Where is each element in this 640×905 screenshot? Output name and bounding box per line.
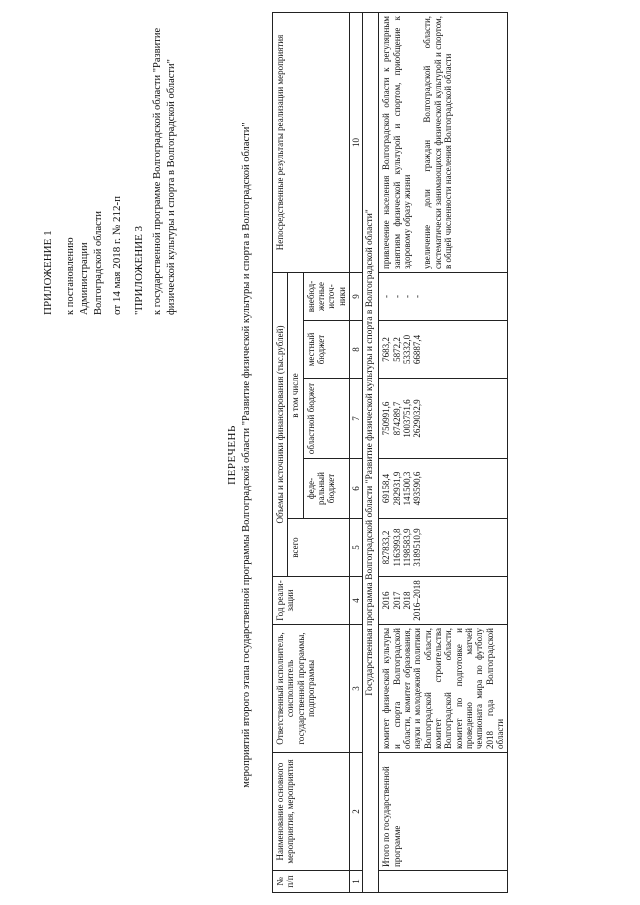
local-value: 7683,2 <box>381 337 392 362</box>
column-number: 6 <box>350 459 363 519</box>
column-number: 3 <box>350 625 363 753</box>
result-text: привлечение населения Волгоградской области к регулярным занятиям физической культурой и спортом, приобщение к здоровому образу жизни <box>381 15 413 269</box>
local-value: 53332,0 <box>402 334 413 365</box>
col-total-header: всего <box>288 519 350 577</box>
year-value: 2018 <box>402 591 413 610</box>
result-text: увеличение доли граждан Волгоградской области, систематически занимающихся физической культурой и спортом, в общей численности населения Волгоградской области <box>422 15 454 269</box>
appendix-title: ПРИЛОЖЕНИЕ 1 <box>42 230 54 315</box>
total-cell <box>379 519 508 577</box>
year-value: 2017 <box>391 591 402 610</box>
extra-value: - <box>412 295 423 298</box>
regional-value: 1003751,6 <box>402 399 413 438</box>
col-local-header: местный бюджет <box>303 321 349 379</box>
results-cell <box>379 12 508 272</box>
col-name-header: Наименование основного мероприятия, мероприятия <box>273 753 350 871</box>
header-line-3: Волгоградской области <box>92 210 104 315</box>
column-number: 10 <box>350 12 363 272</box>
document-header <box>42 25 180 315</box>
table-row <box>379 12 508 892</box>
total-value: 3189510,9 <box>412 528 423 567</box>
total-row-name: Итого по государственной программе <box>379 753 508 871</box>
col-year-header: Год реали-зации <box>273 577 350 625</box>
list-title: ПЕРЕЧЕНЬ <box>226 425 238 485</box>
funding-group-header: Объемы и источники финансирования (тыс.рублей) <box>273 272 288 576</box>
col-federal-header: феде-ральный бюджет <box>303 459 349 519</box>
column-number: 8 <box>350 321 363 379</box>
column-number: 4 <box>350 577 363 625</box>
decree-date-number: от 14 мая 2018 г. № 212-п <box>110 195 123 315</box>
year-value: 2016 <box>381 591 392 610</box>
col-result-header: Непосредственные результаты реализации мероприятия <box>273 12 350 272</box>
header-line-2: Администрации <box>78 242 90 315</box>
section-title: Государственная программа Волгоградской области "Развитие физической культуры и спорта в Волгоградской области" <box>363 12 379 892</box>
column-number: 1 <box>350 871 363 893</box>
column-number: 7 <box>350 379 363 459</box>
column-number: 2 <box>350 753 363 871</box>
local-cell <box>379 321 508 379</box>
regional-value: 750991,6 <box>381 401 392 436</box>
years-cell <box>379 577 508 625</box>
regional-value: 2629032,9 <box>412 399 423 438</box>
federal-cell <box>379 459 508 519</box>
column-number: 9 <box>350 272 363 320</box>
federal-value: 493590,6 <box>412 471 423 506</box>
column-numbers-row <box>350 12 363 892</box>
extra-value: - <box>402 295 413 298</box>
total-value: 1163993,8 <box>391 528 402 567</box>
list-subtitle: мероприятий второго этапа государственной программы Волгоградской области "Развитие физической культуры и спорта в Волгоградской области" <box>241 122 252 788</box>
federal-value: 141500,3 <box>402 471 413 506</box>
appendix3-line-1: к государственной программе Волгоградской области "Развитие <box>152 27 164 315</box>
extra-value: - <box>391 295 402 298</box>
local-value: 66887,4 <box>412 334 423 365</box>
total-value: 827833,2 <box>381 530 392 565</box>
including-header: в том числе <box>288 272 303 518</box>
col-extra-header: внебюд-жетные источ-ники <box>303 272 349 320</box>
table-header-row <box>273 12 288 892</box>
local-value: 5872,2 <box>391 337 402 362</box>
header-line-1: к постановлению <box>64 237 76 315</box>
appendix3-title: "ПРИЛОЖЕНИЕ 3 <box>133 225 146 315</box>
federal-value: 282931,9 <box>391 471 402 506</box>
row-number <box>379 871 508 893</box>
appendix3-line-2: физической культуры и спорта в Волгоградской области" <box>166 59 178 315</box>
measures-table <box>272 12 508 893</box>
regional-cell <box>379 379 508 459</box>
column-number: 5 <box>350 519 363 577</box>
total-row-executor: комитет физической культуры и спорта Волгоградской области, комитет образования, науки и молодежной политики Волгоградской области, комитет строительства Волгоградской области, комитет по подготовке и проведению матчей чемпионата мира по футболу 2018 года Волгоградской области <box>379 625 508 753</box>
regional-value: 874289,7 <box>391 401 402 436</box>
section-title-row <box>363 12 379 892</box>
col-executor-header: Ответственный исполнитель, соисполнитель государственной программы, подпрограммы <box>273 625 350 753</box>
year-value: 2016–2018 <box>412 580 423 621</box>
federal-value: 69158,4 <box>381 473 392 504</box>
col-regional-header: областной бюджет <box>303 379 349 459</box>
extra-value: - <box>381 295 392 298</box>
extra-cell <box>379 272 508 320</box>
col-number-header: № п/п <box>273 871 350 893</box>
total-value: 1198583,9 <box>402 528 413 567</box>
